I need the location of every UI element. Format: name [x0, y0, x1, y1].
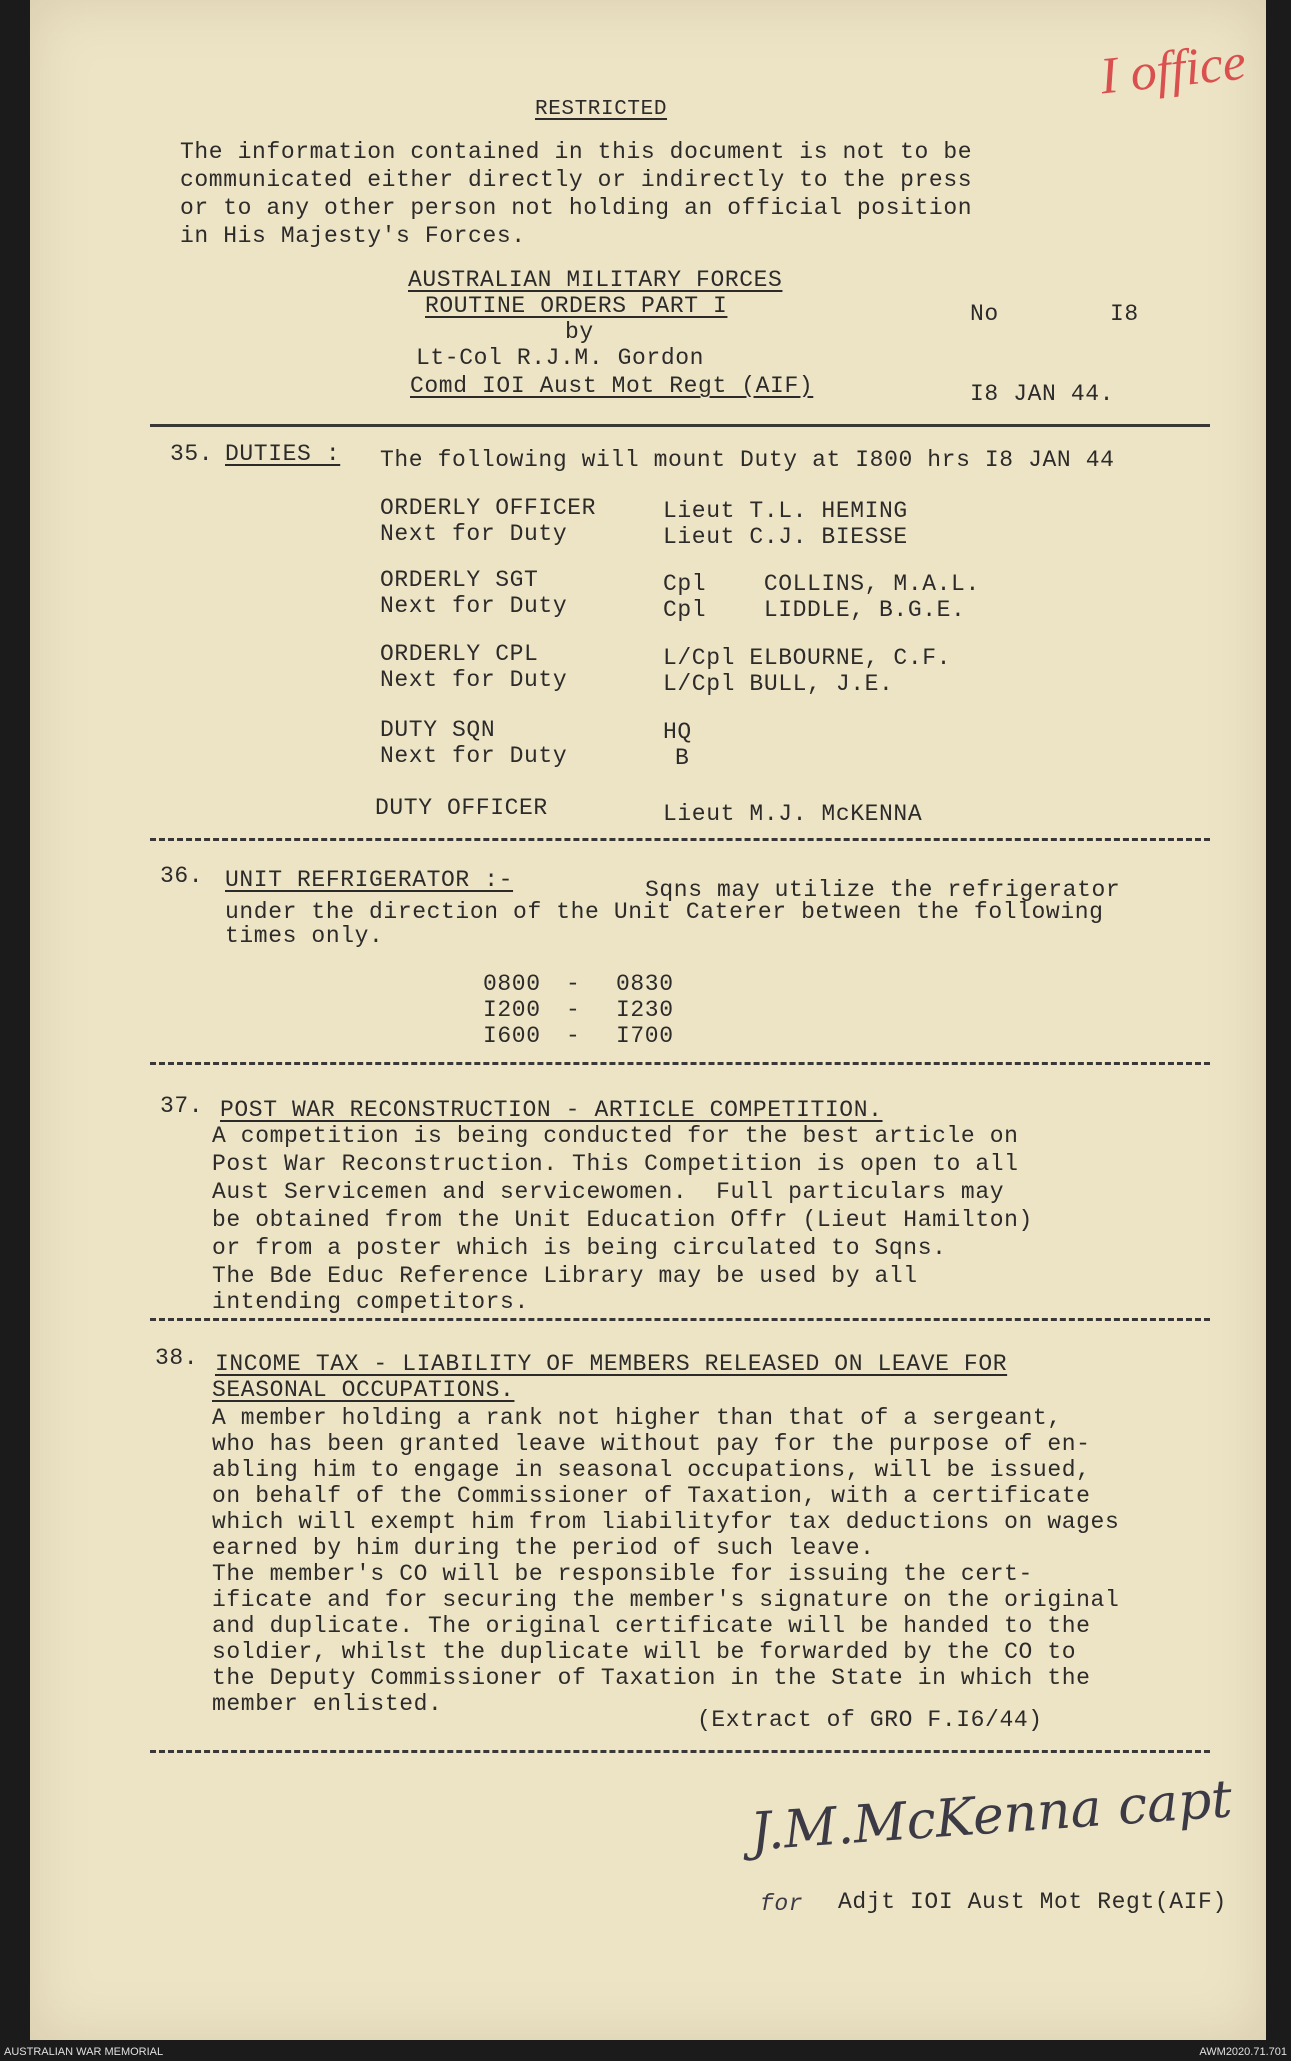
section-text: A member holding a rank not higher than that of a sergeant,	[212, 1405, 1062, 1431]
extract-reference: (Extract of GRO F.I6/44)	[697, 1707, 1043, 1733]
section-number: 35.	[170, 441, 214, 467]
section-divider	[150, 424, 1210, 427]
section-divider	[150, 1750, 1210, 1753]
section-heading: UNIT REFRIGERATOR :-	[225, 867, 514, 893]
title-line: Comd IOI Aust Mot Regt (AIF)	[410, 373, 814, 399]
section-number: 38.	[155, 1345, 199, 1371]
time-dash: -	[566, 971, 581, 997]
duty-role: ORDERLY CPL	[380, 641, 539, 667]
signature-prefix: for	[760, 1891, 804, 1917]
section-heading: POST WAR RECONSTRUCTION - ARTICLE COMPETITION.	[220, 1097, 883, 1123]
signature-title: Adjt IOI Aust Mot Regt(AIF)	[838, 1889, 1227, 1915]
time-dash: -	[566, 997, 581, 1023]
section-text: The Bde Educ Reference Library may be used by all	[212, 1263, 918, 1289]
section-text: member enlisted.	[212, 1691, 443, 1717]
time-dash: -	[566, 1023, 581, 1049]
duty-role: ORDERLY SGT	[380, 567, 539, 593]
section-divider	[150, 838, 1210, 841]
section-text: times only.	[225, 923, 384, 949]
section-number: 37.	[160, 1093, 204, 1119]
section-heading: DUTIES :	[225, 441, 341, 467]
duty-name: Lieut M.J. McKENNA	[663, 801, 923, 827]
title-line: Lt-Col R.J.M. Gordon	[416, 345, 705, 371]
section-text: A competition is being conducted for the best article on	[212, 1123, 1019, 1149]
section-divider	[150, 1062, 1210, 1065]
order-number-value: I8	[1110, 301, 1139, 327]
notice-line: or to any other person not holding an official position	[180, 195, 973, 221]
duty-role: Next for Duty	[380, 667, 568, 693]
section-heading: SEASONAL OCCUPATIONS.	[212, 1377, 515, 1403]
notice-line: communicated either directly or indirectly to the press	[180, 167, 973, 193]
section-text: Sqns may utilize the refrigerator	[645, 877, 1121, 903]
section-text: The member's CO will be responsible for issuing the cert-	[212, 1561, 1033, 1587]
section-divider	[150, 1318, 1210, 1321]
title-line: ROUTINE ORDERS PART I	[425, 293, 728, 319]
duty-role: Next for Duty	[380, 593, 568, 619]
duty-name: L/Cpl ELBOURNE, C.F.	[663, 645, 952, 671]
section-text: under the direction of the Unit Caterer between the following	[225, 899, 1104, 925]
notice-line: in His Majesty's Forces.	[180, 223, 526, 249]
section-text: intending competitors.	[212, 1289, 529, 1315]
office-stamp: I office	[1097, 33, 1249, 106]
duty-role: Next for Duty	[380, 743, 568, 769]
duty-name: Cpl LIDDLE, B.G.E.	[663, 597, 966, 623]
section-text: earned by him during the period of such leave.	[212, 1535, 875, 1561]
section-text: on behalf of the Commissioner of Taxation, with a certificate	[212, 1483, 1091, 1509]
time-from: 0800	[483, 971, 541, 997]
title-line: by	[565, 319, 594, 345]
duty-name: L/Cpl BULL, J.E.	[663, 671, 894, 697]
order-date: I8 JAN 44.	[970, 381, 1115, 407]
duty-name: HQ	[663, 719, 692, 745]
time-from: I600	[483, 1023, 541, 1049]
notice-line: The information contained in this document is not to be	[180, 139, 973, 165]
footer-left: AUSTRALIAN WAR MEMORIAL	[4, 2046, 164, 2058]
time-to: 0830	[616, 971, 674, 997]
document-page	[30, 0, 1266, 2040]
section-text: or from a poster which is being circulated to Sqns.	[212, 1235, 947, 1261]
title-line: AUSTRALIAN MILITARY FORCES	[408, 267, 783, 293]
section-intro: The following will mount Duty at I800 hrs I8 JAN 44	[380, 447, 1115, 473]
signature: J.M.McKenna capt	[748, 1769, 1235, 1863]
duty-name: Lieut C.J. BIESSE	[663, 524, 908, 550]
section-text: which will exempt him from liabilityfor tax deductions on wages	[212, 1509, 1120, 1535]
duty-role: ORDERLY OFFICER	[380, 495, 597, 521]
restricted-heading: RESTRICTED	[535, 98, 668, 121]
duty-role: DUTY OFFICER	[375, 795, 548, 821]
section-text: Post War Reconstruction. This Competition is open to all	[212, 1151, 1019, 1177]
time-to: I700	[616, 1023, 674, 1049]
section-number: 36.	[160, 863, 204, 889]
section-heading: INCOME TAX - LIABILITY OF MEMBERS RELEASED ON LEAVE FOR	[215, 1351, 1008, 1377]
section-text: abling him to engage in seasonal occupations, will be issued,	[212, 1457, 1091, 1483]
section-text: and duplicate. The original certificate will be handed to the	[212, 1613, 1091, 1639]
section-text: the Deputy Commissioner of Taxation in the State in which the	[212, 1665, 1091, 1691]
duty-role: Next for Duty	[380, 521, 568, 547]
time-from: I200	[483, 997, 541, 1023]
section-text: soldier, whilst the duplicate will be forwarded by the CO to	[212, 1639, 1077, 1665]
section-text: who has been granted leave without pay for the purpose of en-	[212, 1431, 1091, 1457]
time-to: I230	[616, 997, 674, 1023]
footer-right: AWM2020.71.701	[1199, 2046, 1287, 2058]
duty-name: Cpl COLLINS, M.A.L.	[663, 571, 980, 597]
section-text: ificate and for securing the member's signature on the original	[212, 1587, 1120, 1613]
duty-name: B	[675, 745, 690, 771]
section-text: Aust Servicemen and servicewomen. Full particulars may	[212, 1179, 1005, 1205]
duty-name: Lieut T.L. HEMING	[663, 498, 908, 524]
section-text: be obtained from the Unit Education Offr (Lieut Hamilton)	[212, 1207, 1033, 1233]
order-number-label: No	[970, 301, 999, 327]
duty-role: DUTY SQN	[380, 717, 496, 743]
